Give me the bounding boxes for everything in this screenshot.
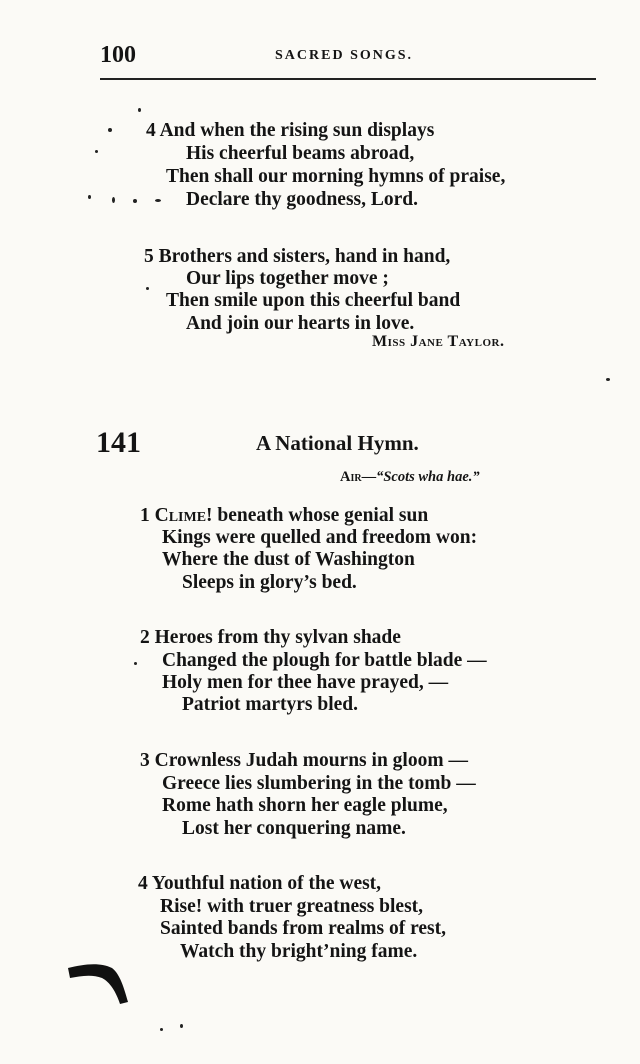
verse-line: Rise! with truer greatness blest, <box>160 896 424 917</box>
ink-speck <box>88 195 91 199</box>
verse-line: Sainted bands from realms of rest, <box>160 918 447 939</box>
verse-line: Kings were quelled and freedom won: <box>162 527 478 548</box>
running-title: SACRED SONGS. <box>275 48 414 63</box>
ink-blot-mark <box>66 962 130 1006</box>
stanza-number: 4 <box>146 120 156 141</box>
tune-indication <box>340 469 480 486</box>
verse-text: Crownless Judah mourns in gloom — <box>154 750 468 771</box>
verse-first-word: Clime <box>154 505 207 526</box>
verse-line: Watch thy bright’ning fame. <box>180 941 418 962</box>
verse-text: ! beneath whose genial sun <box>206 505 429 526</box>
ink-speck <box>155 199 161 202</box>
air-tune: “Scots wha hae.” <box>376 469 480 485</box>
verse-text: Brothers and sisters, hand in hand, <box>158 246 451 267</box>
stanza-number: 1 <box>140 505 150 526</box>
ink-speck <box>146 287 149 290</box>
ink-speck <box>180 1024 183 1028</box>
verse-line: Declare thy goodness, Lord. <box>186 189 419 210</box>
verse-line <box>146 120 434 142</box>
verse-line <box>140 627 401 649</box>
author-attribution: Miss Jane Taylor. <box>372 333 505 350</box>
verse-line: Then shall our morning hymns of praise, <box>166 166 506 187</box>
verse-text: Youthful nation of the west, <box>151 873 382 894</box>
verse-line: Then smile upon this cheerful band <box>166 290 461 311</box>
verse-line: Patriot martyrs bled. <box>182 694 358 715</box>
ink-speck <box>133 199 137 203</box>
ink-speck <box>95 150 98 153</box>
stanza-number: 5 <box>144 246 154 267</box>
hymn-title: A National Hymn. <box>256 431 419 455</box>
ink-speck <box>134 662 137 665</box>
verse-line: Changed the plough for battle blade — <box>162 650 487 671</box>
hymn-number: 141 <box>96 426 141 459</box>
ink-speck <box>160 1028 163 1031</box>
verse-text: Heroes from thy sylvan shade <box>154 627 401 648</box>
page-header <box>100 42 596 78</box>
verse-line: Lost her conquering name. <box>182 818 406 839</box>
verse-line: Sleeps in glory’s bed. <box>182 572 357 593</box>
stanza-number: 2 <box>140 627 150 648</box>
verse-line: Rome hath shorn her eagle plume, <box>162 795 448 816</box>
ink-speck <box>138 108 141 112</box>
verse-line <box>140 505 428 527</box>
verse-line: Our lips together move ; <box>186 268 389 289</box>
header-rule <box>100 78 596 80</box>
verse-text: And when the rising sun displays <box>159 120 435 141</box>
verse-line: His cheerful beams abroad, <box>186 143 415 164</box>
stanza-number: 3 <box>140 750 150 771</box>
air-label: Air— <box>340 469 377 485</box>
verse-line <box>144 246 450 268</box>
verse-line: Where the dust of Washington <box>162 549 415 570</box>
verse-line: Holy men for thee have prayed, — <box>162 672 449 693</box>
stanza-number: 4 <box>138 873 148 894</box>
ink-speck <box>606 378 610 381</box>
page-number: 100 <box>100 42 136 68</box>
verse-line <box>140 750 468 772</box>
verse-line <box>138 873 381 895</box>
ink-speck <box>112 197 115 203</box>
verse-line: Greece lies slumbering in the tomb — <box>162 773 476 794</box>
ink-speck <box>108 128 112 132</box>
verse-line: And join our hearts in love. <box>186 313 415 334</box>
